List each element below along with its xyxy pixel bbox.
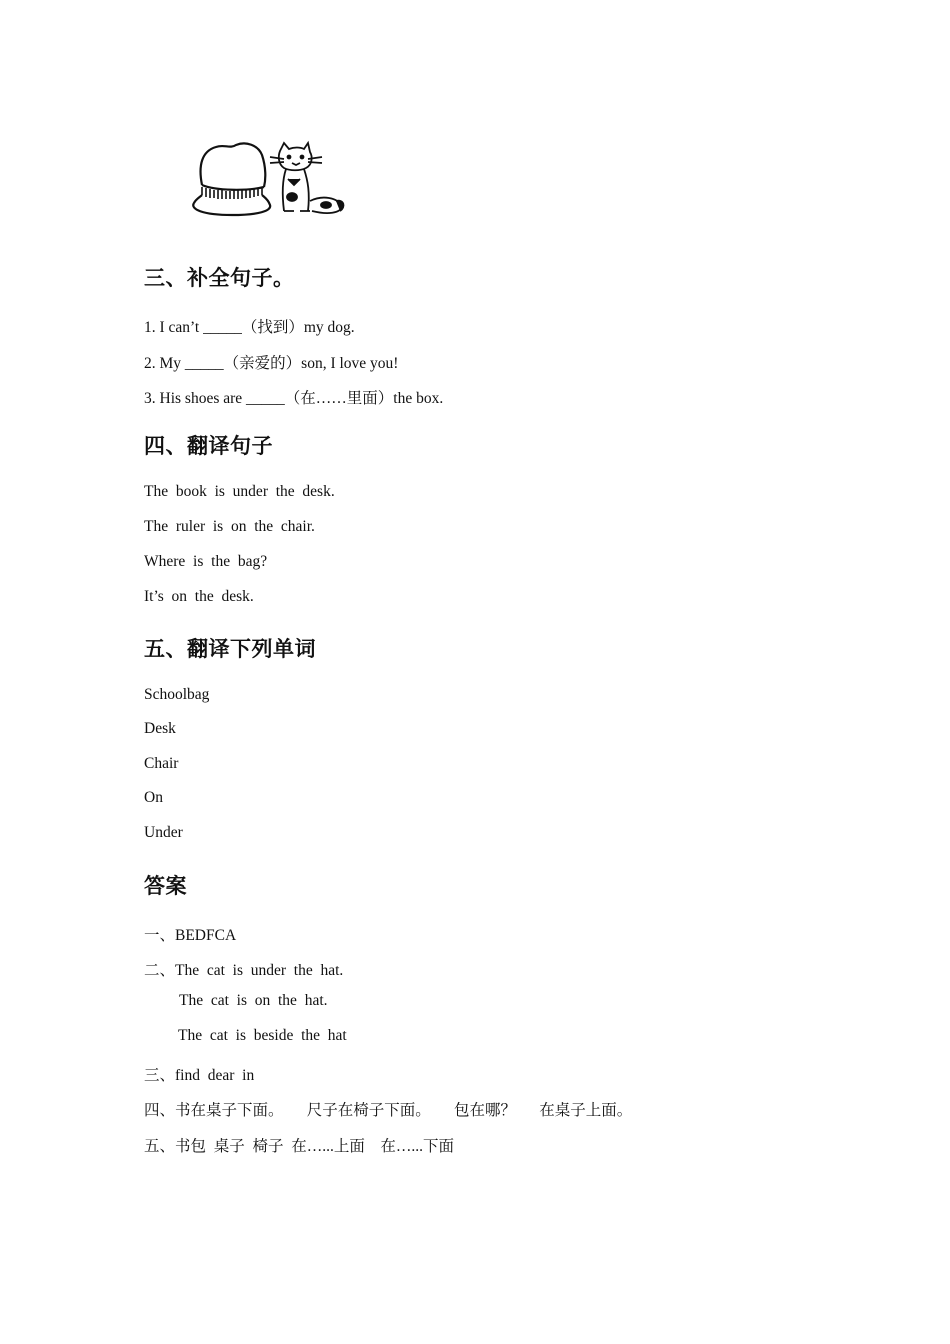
hat-and-cat-illustration	[188, 135, 348, 220]
section3-item-2: 2. My _____（亲爱的）son, I love you!	[144, 355, 399, 372]
section5-item-4: On	[144, 789, 163, 806]
answers-heading: 答案	[144, 874, 187, 898]
section4-heading: 四、翻译句子	[144, 434, 273, 458]
section5-item-3: Chair	[144, 755, 179, 772]
section5-item-5: Under	[144, 824, 183, 841]
section3-heading: 三、补全句子。	[144, 266, 295, 290]
section3-item-3: 3. His shoes are _____（在……里面）the box.	[144, 390, 444, 407]
section3-item-1: 1. I can’t _____（找到）my dog.	[144, 319, 355, 336]
section4-item-2: The ruler is on the chair.	[144, 518, 315, 535]
section5-heading: 五、翻译下列单词	[144, 637, 316, 661]
section5-item-2: Desk	[144, 720, 176, 737]
answer-2-line-2: The cat is on the hat.	[179, 992, 328, 1009]
section4-item-4: It’s on the desk.	[144, 588, 254, 605]
answer-2-line-3: The cat is beside the hat	[178, 1027, 347, 1044]
answer-3: 三、find dear in	[144, 1067, 255, 1084]
hat-icon	[193, 143, 270, 215]
section4-item-1: The book is under the desk.	[144, 483, 335, 500]
answer-5: 五、书包 桌子 椅子 在…...上面 在…...下面	[144, 1138, 455, 1155]
cat-icon	[270, 143, 343, 213]
section5-item-1: Schoolbag	[144, 686, 210, 703]
answer-1: 一、BEDFCA	[144, 927, 237, 944]
section4-item-3: Where is the bag?	[144, 553, 268, 570]
answer-2-line-1: 二、The cat is under the hat.	[144, 962, 344, 979]
answer-4: 四、书在桌子下面。 尺子在椅子下面。 包在哪？ 在桌子上面。	[144, 1102, 633, 1119]
